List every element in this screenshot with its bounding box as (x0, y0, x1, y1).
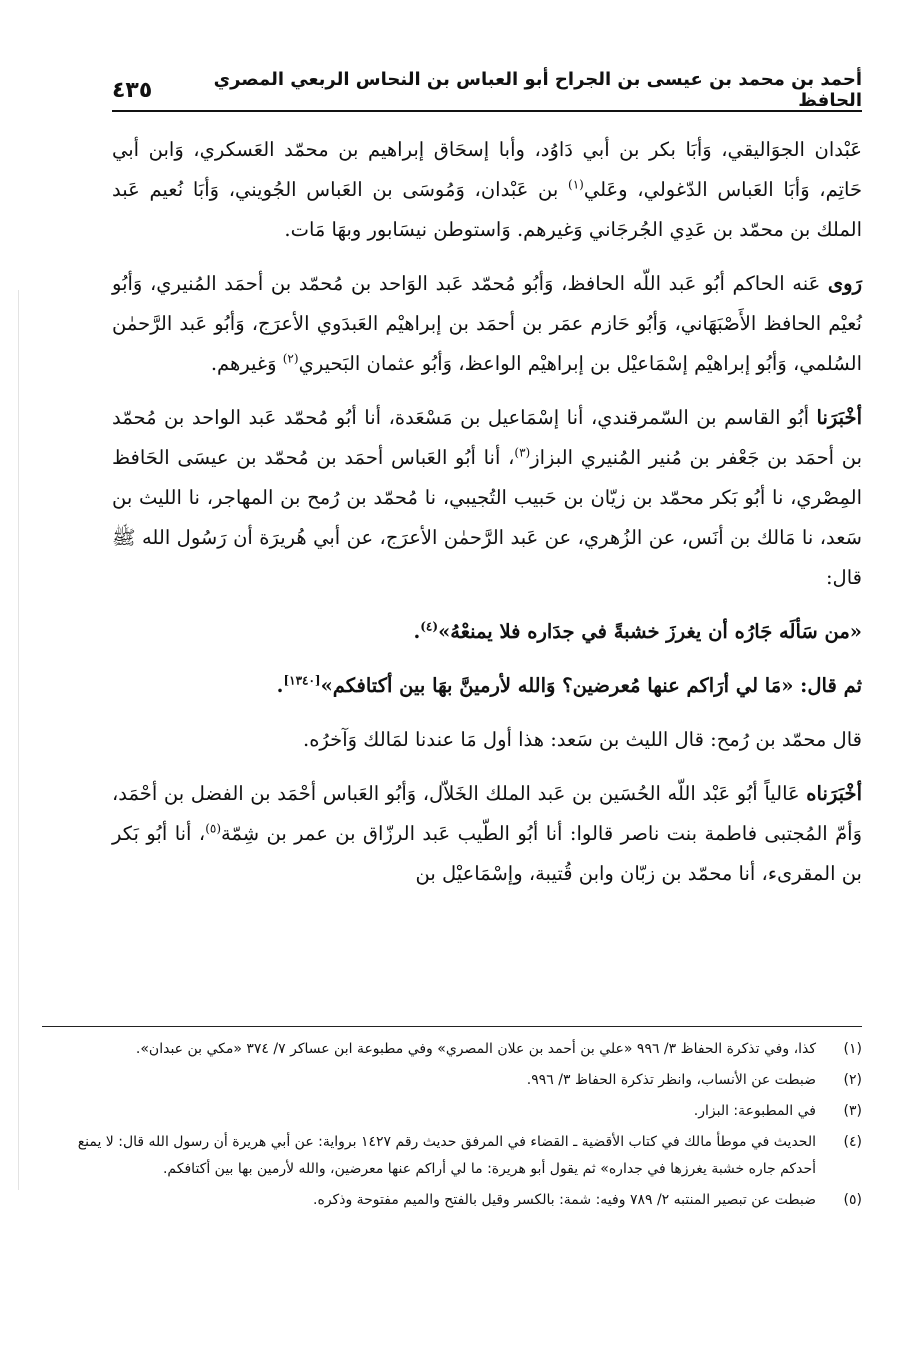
paragraph-lead: أخْبَرَنا (816, 406, 862, 429)
footnote (52, 1129, 862, 1183)
footnote-marker: (٤) (420, 619, 439, 634)
footnotes (52, 1036, 862, 1218)
footnote-number: (٤) (843, 1134, 862, 1150)
hadith-continuation (112, 666, 862, 706)
footnote-text: كذا، وفي تذكرة الحفاظ ٣/ ٩٩٦ «علي بن أحمد بن علان المصري» وفي مطبوعة ابن عساكر ٧/ ٣٧٤ «مكي بن عبدان». (135, 1041, 816, 1057)
paragraph-students (112, 264, 862, 384)
hadith-line-text: «من سَألَه جَارُه أن يغرزَ خشبةً في جدَاره فلا يمنعْهُ» (438, 620, 862, 643)
paragraph-teachers (112, 130, 862, 250)
paragraph-second-isnad (112, 774, 862, 894)
footnote-marker: (٣) (514, 445, 531, 460)
footnote-divider (42, 1026, 862, 1027)
hadith-line-tail: . (413, 620, 421, 643)
footnote (52, 1187, 862, 1214)
paragraph-text: عَالياً أبُو عَبْد اللّه الحُسَين بن عَبد الملك الخَلاّل، وَأبُو العَباس أحْمَد بن الفضل بن أحْمَد، وَأمّ المُجتبى فاطمة بنت ناصر قالوا: أنا أبُو الطّيب عَبد الرزّاق بن عمر بن شِمّة (112, 782, 862, 845)
footnote-text: ضبطت عن الأنساب، وانظر تذكرة الحفاظ ٣/ ٩٩٦. (526, 1072, 816, 1088)
hadith-line-text: ثم قال: «مَا لي أرَاكم عنها مُعرضين؟ وَالله لأرمينَّ بهَا بين أكتافكم» (320, 674, 862, 697)
paragraph-text: أبُو القاسم بن السّمرقندي، أنا إسْمَاعيل بن مَسْعَدة، أنا أبُو مُحمّد عَبد الواحد بن مُحمّد بن أحمَد بن جَعْفر بن مُنير المُنيري البزاز (112, 406, 862, 469)
paragraph-text-continued: وَغيرهم. (210, 352, 283, 375)
footnote-number: (١) (843, 1041, 862, 1057)
scan-margin-line (18, 290, 19, 1190)
footnote (52, 1067, 862, 1094)
footnote-number: (٥) (843, 1192, 862, 1208)
running-header (112, 69, 862, 112)
footnote-marker: (١) (568, 177, 584, 192)
paragraph-text-continued: ، أنا أبُو بَكر بن المقرىء، أنا محمّد بن زبّان وابن قُتيبة، وإسْمَاعيْل بن (112, 822, 862, 885)
paragraph-text-continued: بن عَبْدان، وَمُوسَى بن العَباس الجُويني، وَأبَا نُعيم عَبد الملك بن محمّد بن عَدِي الجُرجَاني وَغيرهم. وَاستوطن نيسَابور وبهَا مَات. (112, 178, 862, 241)
footnote-text: الحديث في موطأ مالك في كتاب الأقضية ـ القضاء في المرفق حديث رقم ١٤٢٧ برواية: عن أبي هريرة أن رسول الله قال: لا يمنع أحدكم جاره خشبة يغرزها في جداره» ثم يقول أبو هريرة: ما لي أراكم عنها معرضين، والله لأرمين بها بين أكتافكم. (77, 1134, 816, 1177)
footnote-number: (٢) (843, 1072, 862, 1088)
paragraph-text: عَنه الحاكم أبُو عَبد اللّه الحافظ، وَأبُو مُحمّد عَبد الوَاحد بن مُحمّد بن أحمَد المُنيري، وَأبُو نُعيْم الحافظ الأَصْبَهَاني، وَأبُو حَازم عمَر بن أحمَد بن إبراهيْم العَبدَوي الأعرَج، وَأبُو عَبد الرَّحمٰن السُلمي، وَأبُو إبراهيْم إسْمَاعيْل بن إبراهيْم الواعظ، وَأبُو عثمان البَحيري (112, 272, 862, 375)
paragraph-isnad (112, 398, 862, 598)
footnote-marker: (٢) (282, 351, 299, 366)
paragraph-text: قال محمّد بن رُمح: قال الليث بن سَعد: هذا أول مَا عندنا لمَالك وَآخرُه. (303, 728, 862, 751)
paragraph-text-continued: ، أنا أبُو العَباس أحمَد بن مُحمّد بن عيسَى الحَافظ المِصْري، نا أبُو بَكر محمّد بن زيّان بن حَبيب التُجيبي، نا مُحمّد بن رُمح بن المهاجر، نا الليث بن سَعد، نا مَالك بن أنَس، عن الزُهري، عن عَبد الرَّحمٰن الأعرَج، عن أبي هُريرَة أن رَسُول الله ﷺ قال: (112, 446, 862, 589)
paragraph-text: عَبْدان الجوَاليقي، وَأبَا بكر بن أبي دَاوُد، وأبا إسحَاق إبراهيم بن محمّد العَسكري، وَابن أبي حَاتِم، وَأبَا العَباس الدّغولي، وعَلي (112, 138, 862, 201)
footnote (52, 1036, 862, 1063)
footnote-marker: (٥) (205, 821, 222, 836)
running-title: أحمد بن محمد بن عيسى بن الجراح أبو العباس بن النحاس الربعي المصري الحافظ (213, 69, 862, 111)
paragraph-lead: رَوى (827, 272, 862, 295)
hadith-line-tail: . (276, 674, 284, 697)
footnote-number: (٣) (843, 1103, 862, 1119)
hadith-number-marker: [١٣٤٠] (283, 673, 321, 688)
main-text (112, 130, 862, 908)
footnote (52, 1098, 862, 1125)
hadith-text (112, 612, 862, 652)
footnote-text: ضبطت عن تبصير المنتبه ٢/ ٧٨٩ وفيه: شمة: بالكسر وقيل بالفتح والميم مفتوحة وذكره. (313, 1192, 816, 1208)
page-number: ٤٣٥ (112, 77, 153, 103)
footnote-text: في المطبوعة: البزار. (693, 1103, 816, 1119)
paragraph-comment (112, 720, 862, 760)
paragraph-lead: أخْبَرَناه (806, 782, 862, 805)
